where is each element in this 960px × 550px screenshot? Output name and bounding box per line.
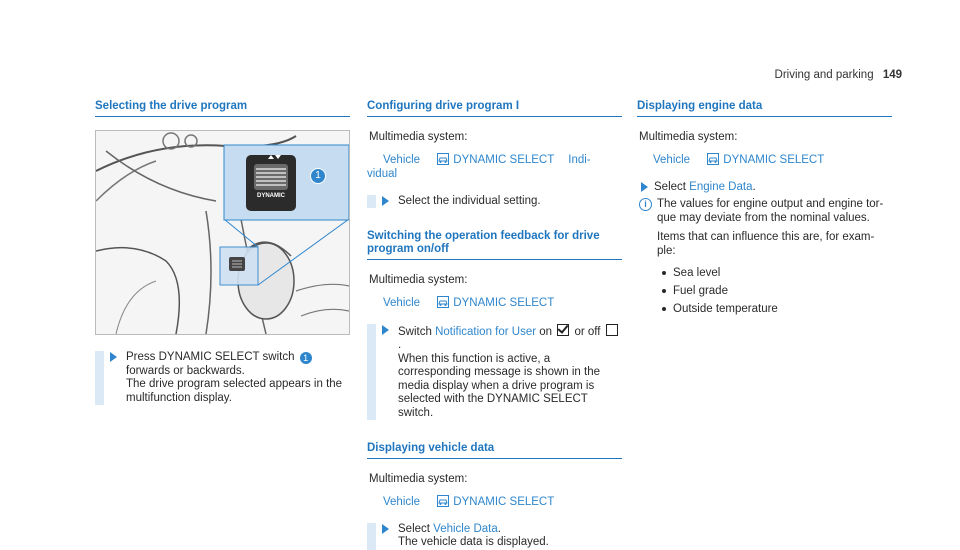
- step-end: .: [497, 522, 501, 535]
- checkbox-unchecked-icon: [606, 324, 618, 336]
- info-icon: i: [639, 198, 652, 211]
- instruction-step: [367, 523, 622, 550]
- intro-text: Multimedia system:: [369, 274, 468, 286]
- section-heading: Configuring drive program I: [367, 100, 622, 117]
- step-end: .: [752, 180, 756, 193]
- step-on-text: on: [536, 325, 556, 338]
- console-illustration: [96, 131, 349, 334]
- callout-badge: 1: [310, 168, 326, 184]
- menu-path: [637, 153, 892, 167]
- influence-list: [637, 264, 892, 318]
- column-configure: [367, 100, 622, 550]
- instruction-step: [367, 195, 622, 209]
- step-text: Press DYNAMIC SELECT switch: [126, 351, 298, 363]
- path-wrap: vidual: [367, 167, 398, 180]
- step-result: When this function is active, a corresponding message is shown in the media display when a drive program is selected with the DYNAMIC SELECT switch.: [398, 352, 601, 419]
- checkbox-checked-icon: [557, 324, 569, 336]
- instruction-step: [367, 324, 622, 421]
- path-vehicle[interactable]: Vehicle: [653, 153, 691, 166]
- step-off-text: or off: [571, 325, 604, 338]
- notification-for-user-link[interactable]: Notification for User: [435, 325, 537, 338]
- menu-path: [367, 153, 622, 167]
- car-menu-icon: [437, 495, 449, 507]
- step-text: Select the individual setting.: [398, 194, 541, 207]
- step-text-end: forwards or backwards.: [126, 364, 245, 377]
- car-menu-icon: [707, 153, 719, 165]
- column-select-drive-program: [95, 100, 350, 405]
- engine-data-link[interactable]: Engine Data: [689, 180, 753, 193]
- list-item: Fuel grade: [637, 282, 892, 300]
- note-text-2: Items that can influence this are, for exam- ple:: [657, 231, 875, 257]
- page-header: [775, 69, 902, 81]
- step-result: The vehicle data is displayed.: [398, 536, 549, 548]
- list-item: Outside temperature: [637, 300, 892, 318]
- step-arrow-icon: [382, 196, 389, 206]
- path-dynamic-select[interactable]: DYNAMIC SELECT: [453, 296, 555, 309]
- path-dynamic-select[interactable]: DYNAMIC SELECT: [453, 153, 555, 166]
- intro-text: Multimedia system:: [369, 473, 468, 485]
- step-text: Switch: [398, 325, 436, 338]
- info-note: [637, 198, 892, 258]
- note-text: The values for engine output and engine tor- que may deviate from the nominal values.: [657, 198, 884, 224]
- list-item: Sea level: [637, 264, 892, 282]
- instruction-step: [637, 181, 892, 195]
- step-arrow-icon: [641, 182, 648, 192]
- section-heading: Switching the operation feedback for drive program on/off: [367, 230, 622, 260]
- menu-path: [367, 495, 622, 509]
- step-result: The drive program selected appears in the multifunction display.: [126, 378, 343, 404]
- path-individual[interactable]: Indi-: [568, 153, 591, 166]
- instruction-step: [95, 351, 350, 405]
- section-heading: Selecting the drive program: [95, 100, 350, 117]
- vehicle-data-link[interactable]: Vehicle Data: [433, 522, 498, 535]
- path-vehicle[interactable]: Vehicle: [383, 296, 421, 309]
- step-text: Select: [654, 180, 690, 193]
- path-vehicle[interactable]: Vehicle: [383, 495, 421, 508]
- step-arrow-icon: [382, 325, 389, 335]
- dynamic-select-figure: [95, 130, 350, 335]
- step-end: .: [398, 339, 402, 351]
- switch-label: DYNAMIC: [257, 193, 285, 199]
- car-menu-icon: [437, 296, 449, 308]
- section-title: Driving and parking: [774, 69, 874, 81]
- section-heading: Displaying vehicle data: [367, 442, 622, 459]
- path-vehicle[interactable]: Vehicle: [383, 153, 421, 166]
- menu-path: [367, 296, 622, 310]
- column-engine-data: [637, 100, 892, 318]
- step-text: Select: [398, 522, 434, 535]
- step-arrow-icon: [110, 352, 117, 362]
- page-number: 149: [882, 69, 902, 81]
- path-dynamic-select[interactable]: DYNAMIC SELECT: [723, 153, 825, 166]
- section-heading: Displaying engine data: [637, 100, 892, 117]
- intro-text: Multimedia system:: [369, 131, 468, 143]
- intro-text: Multimedia system:: [639, 131, 738, 143]
- step-arrow-icon: [382, 524, 389, 534]
- path-dynamic-select[interactable]: DYNAMIC SELECT: [453, 495, 555, 508]
- callout-1-icon: 1: [300, 352, 312, 364]
- car-menu-icon: [437, 153, 449, 165]
